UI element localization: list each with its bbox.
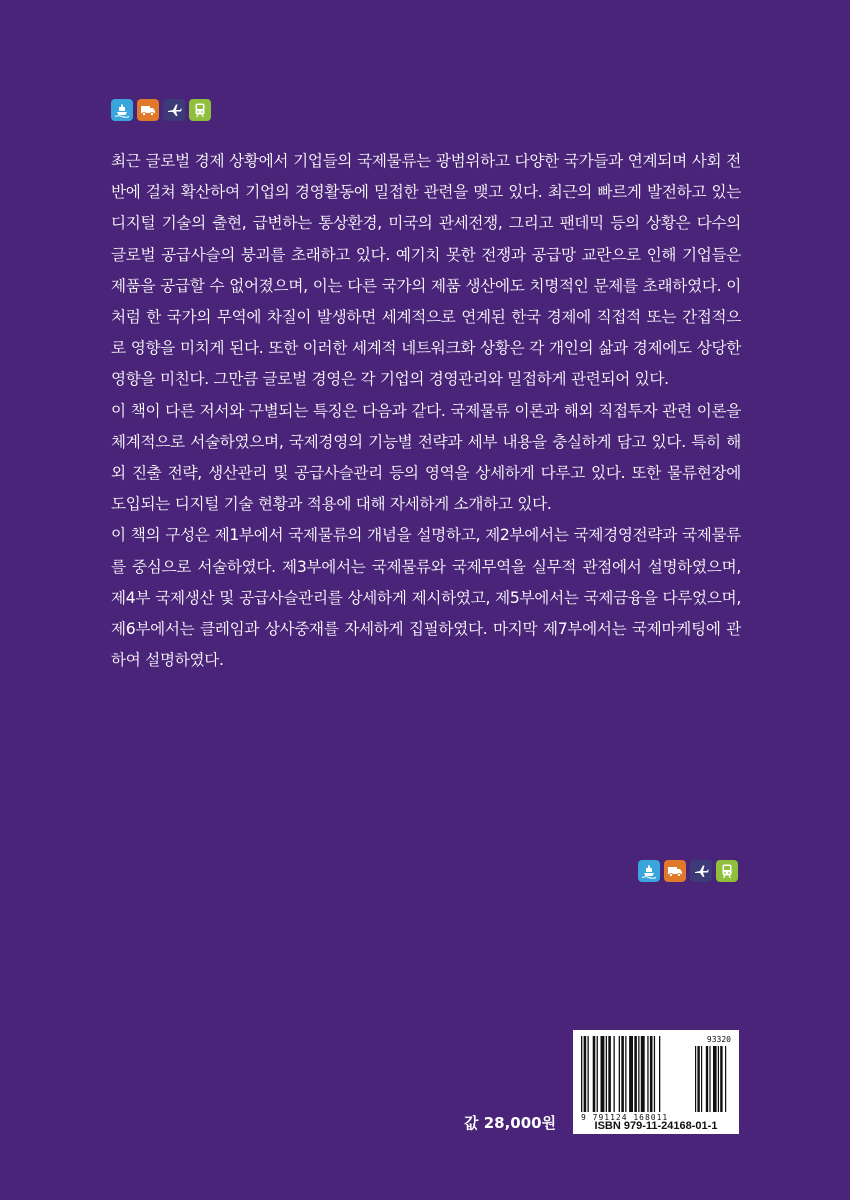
barcode-number: 9 791124 168011 <box>581 1113 669 1122</box>
isbn-barcode <box>573 1030 739 1134</box>
transport-icons-bottom <box>638 860 738 882</box>
paragraph-2: 이 책이 다른 저서와 구별되는 특징은 다음과 같다. 국제물류 이론과 해외 직접투자 관련 이론을 체계적으로 서술하였으며, 국제경영의 기능별 전략과 세부 내용을 충실하게 담고 있다. 특히 해외 진출 전략, 생산관리 및 공급사슬관리 등의 영역을 상세하게 다루고 있다. 또한 물류현장에 도입되는 디지털 기술 현황과 적용에 대해 자세하게 소개하고 있다. <box>111 401 741 514</box>
paragraph-1: 최근 글로벌 경제 상황에서 기업들의 국제물류는 광범위하고 다양한 국가들과 연계되며 사회 전반에 걸쳐 확산하여 기업의 경영활동에 밀접한 관련을 맺고 있다. 최근의 빠르게 발전하고 있는 디지털 기술의 출현, 급변하는 통상환경, 미국의 관세전쟁, 그리고 팬데믹 등의 상황은 다수의 글로벌 공급사슬의 붕괴를 초래하고 있다. 예기치 못한 전쟁과 공급망 교란으로 인해 기업들은 제품을 공급할 수 없어졌으며, 이는 다른 국가의 제품 생산에도 치명적인 문제를 초래하였다. 이처럼 한 국가의 무역에 차질이 발생하면 세계적으로 연계된 한국 경제에 직접적 또는 간접적으로 영향을 미치게 된다. 또한 이러한 세계적 네트워크화 상황은 각 개인의 삶과 경제에도 상당한 영향을 미친다. 그만큼 글로벌 경영은 각 기업의 경영관리와 밀접하게 관련되어 있다. <box>111 152 741 389</box>
barcode-addon-number: 93320 <box>706 1035 731 1044</box>
ship-icon <box>638 860 660 882</box>
airplane-icon <box>163 99 185 121</box>
isbn-label: ISBN 979-11-24168-01-1 <box>594 1120 718 1132</box>
train-icon <box>189 99 211 121</box>
book-description <box>111 146 741 676</box>
train-icon <box>716 860 738 882</box>
ship-icon <box>111 99 133 121</box>
truck-icon <box>137 99 159 121</box>
truck-icon <box>664 860 686 882</box>
price-label: 값 28,000원 <box>464 1114 557 1132</box>
airplane-icon <box>690 860 712 882</box>
transport-icons-top <box>111 99 211 121</box>
barcode-image <box>581 1036 729 1112</box>
paragraph-3: 이 책의 구성은 제1부에서 국제물류의 개념을 설명하고, 제2부에서는 국제경영전략과 국제물류를 중심으로 서술하였다. 제3부에서는 국제물류와 국제무역을 실무적 관점에서 설명하였으며, 제4부 국제생산 및 공급사슬관리를 상세하게 제시하였고, 제5부에서는 국제금융을 다루었으며, 제6부에서는 클레임과 상사중재를 자세하게 집필하였다. 마지막 제7부에서는 국제마케팅에 관하여 설명하였다. <box>111 526 741 670</box>
